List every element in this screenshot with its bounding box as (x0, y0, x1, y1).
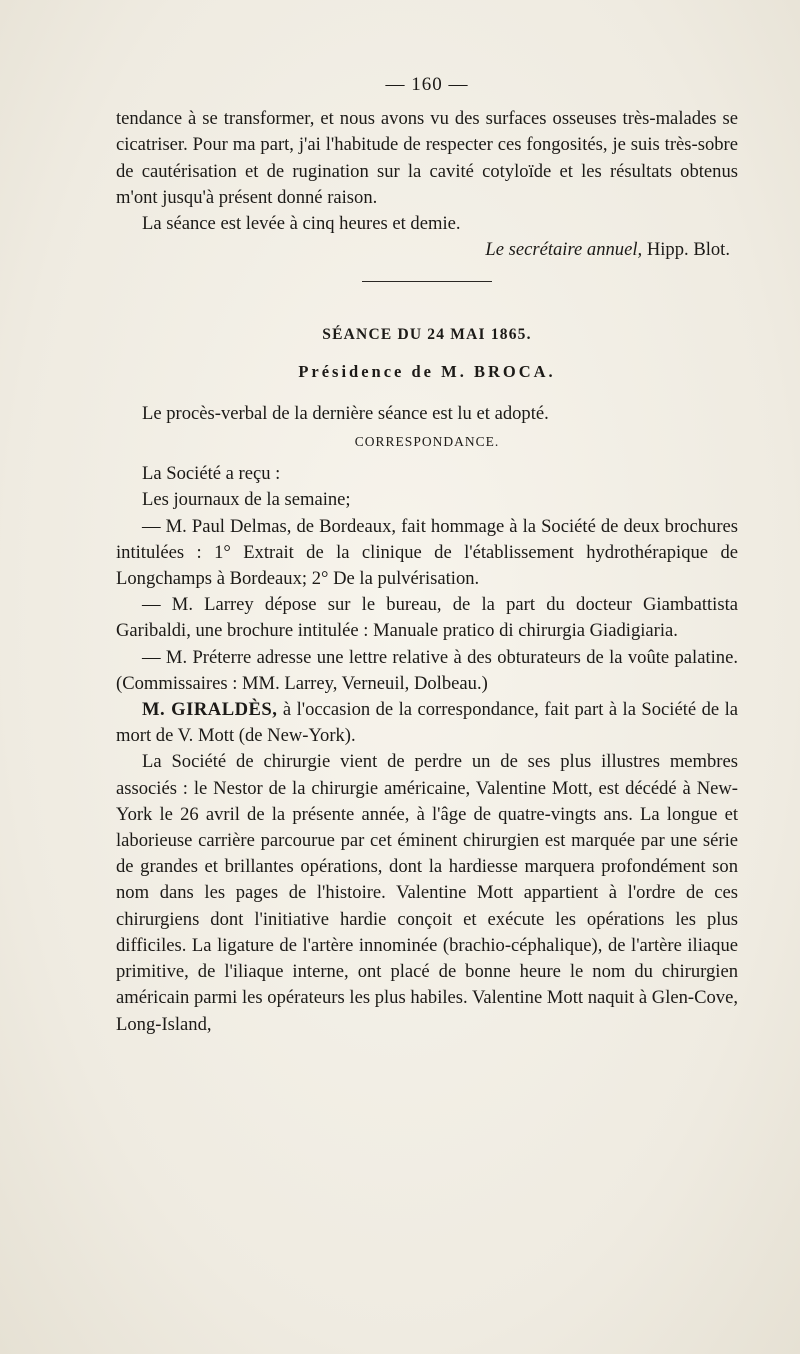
larrey-paragraph: — M. Larrey dépose sur le bureau, de la part du docteur Giambattista Garibaldi, une brochure intitulée : Manuale pratico di chirurgia Giadigiaria. (116, 594, 738, 642)
delmas-paragraph: — M. Paul Delmas, de Bordeaux, fait hommage à la Société de deux brochures intitulées : 1° Extrait de la clinique de l'établissement hydrothérapique de Longchamps à Bordeaux; 2° De la pulvérisation. (116, 515, 738, 590)
received-line: La Société a reçu : (142, 463, 281, 485)
journals-line: Les journaux de la semaine; (142, 489, 351, 511)
page-number: — 160 — (385, 74, 469, 95)
giraldes-name: M. GIRALDÈS, (142, 699, 278, 721)
signature-line (116, 237, 738, 263)
paragraph-seance-levee: La séance est levée à cinq heures et demie. (142, 213, 461, 235)
presidency-heading: Présidence de M. BROCA. (298, 361, 556, 381)
signature-name: Hipp. Blot. (646, 239, 730, 261)
session-heading: SÉANCE DU 24 MAI 1865. (322, 326, 532, 344)
minutes-adopted: Le procès-verbal de la dernière séance est lu et adopté. (142, 402, 549, 424)
correspondence-heading: CORRESPONDANCE. (354, 434, 500, 450)
preterre-paragraph: — M. Préterre adresse une lettre relative à des obturateurs de la voûte palatine. (Commissaires : MM. Larrey, Verneuil, Dolbeau.) (116, 646, 738, 694)
section-divider (362, 281, 492, 282)
paragraph-fongosites: tendance à se transformer, et nous avons vu des surfaces osseuses très-malades se cicatriser. Pour ma part, j'ai l'habitude de respecter ces fongosités, je suis très-sobre de cautérisation et de rugination sur la cavité cotyloïde et les résultats obtenus m'ont jusqu'à présent donné raison. (116, 108, 738, 208)
giraldes-paragraph (116, 697, 738, 749)
page-text-block (116, 72, 738, 1038)
giraldes-text: à l'occasion de la correspondance, fait part à la Société de la mort de V. Mott (de New-York). (116, 699, 738, 747)
signature-role: Le secrétaire annuel, (485, 239, 643, 261)
mott-paragraph: La Société de chirurgie vient de perdre un de ses plus illustres membres associés : le Nestor de la chirurgie américaine, Valentine Mott, est décédé à New-York le 26 avril de la présente année, à l'âge de quatre-vingts ans. La longue et laborieuse carrière parcourue par cet éminent chirurgien est marquée par une série de grandes et brillantes opérations, dont la hardiesse marquera profondément son nom dans les pages de l'histoire. Valentine Mott appartient à l'ordre de ces chirurgiens dont l'initiative hardie conçoit et exécute les opérations les plus difficiles. La ligature de l'artère innominée (brachio-céphalique), de l'artère iliaque primitive, de l'iliaque interne, ont placé de bonne heure le nom du chirurgien américain parmi les opérateurs les plus habiles. Valentine Mott naquit à Glen-Cove, Long-Island, (116, 751, 738, 1035)
